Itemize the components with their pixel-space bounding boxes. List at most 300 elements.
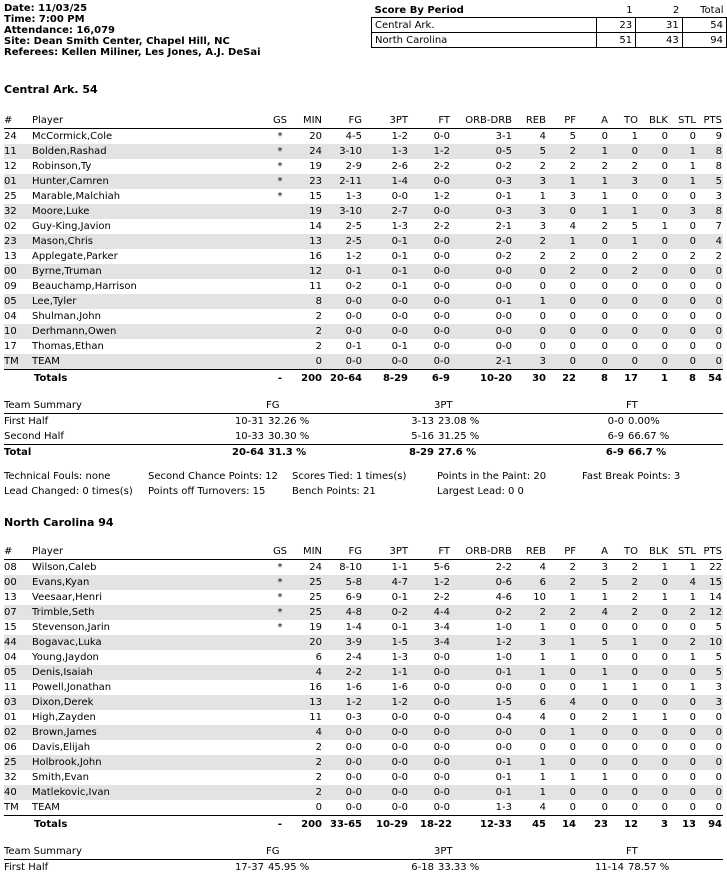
player-pf: 2 [569, 266, 576, 277]
player-pf: 0 [569, 667, 576, 678]
period-score-total: 54 [682, 18, 726, 33]
period-header-1: 1 [626, 5, 633, 16]
player-blk: 0 [661, 206, 668, 217]
player-min: 16 [309, 682, 322, 693]
summary-column-3: FT [626, 846, 638, 857]
column-header-name: Player [32, 115, 64, 126]
player-stl: 0 [689, 697, 696, 708]
player-fg: 1-2 [345, 251, 362, 262]
player-tp: 2-7 [391, 206, 408, 217]
player-od: 0-4 [495, 712, 512, 723]
player-fg: 4-5 [345, 131, 362, 142]
player-a: 1 [601, 206, 608, 217]
player-min: 8 [315, 296, 322, 307]
player-blk: 0 [661, 727, 668, 738]
column-header-stl: STL [677, 115, 696, 126]
player-ft: 0-0 [433, 787, 450, 798]
player-od: 0-0 [495, 326, 512, 337]
player-name: Wilson,Caleb [32, 562, 97, 573]
player-fg: 2-2 [345, 667, 362, 678]
column-header-num: # [4, 115, 13, 126]
player-a: 1 [601, 191, 608, 202]
totals-to: 12 [624, 819, 638, 830]
player-stl: 0 [689, 356, 696, 367]
totals-min: 200 [301, 373, 322, 384]
summary-3pt-pct: 23.08 % [438, 416, 480, 427]
totals-reb: 45 [532, 819, 546, 830]
player-to: 5 [631, 221, 638, 232]
summary-ft-pct: 66.67 % [628, 431, 670, 442]
player-reb: 2 [539, 607, 546, 618]
totals-stl: 8 [689, 373, 696, 384]
summary-label: Total [4, 447, 32, 458]
player-pts: 5 [715, 176, 722, 187]
player-row [4, 680, 723, 695]
player-name: Powell,Jonathan [32, 682, 112, 693]
player-ft: 0-0 [433, 251, 450, 262]
period-team-name: Central Ark. [372, 18, 597, 33]
totals-pts: 54 [708, 373, 722, 384]
player-ft: 0-0 [433, 742, 450, 753]
player-row [4, 605, 723, 620]
player-name: Beauchamp,Harrison [32, 281, 137, 292]
player-stl: 0 [689, 667, 696, 678]
player-od: 0-0 [495, 311, 512, 322]
player-reb: 6 [539, 577, 546, 588]
player-fg: 0-0 [345, 727, 362, 738]
player-min: 24 [309, 562, 322, 573]
player-pts: 0 [715, 326, 722, 337]
player-blk: 0 [661, 607, 668, 618]
largest-lead: Largest Lead: 0 0 [437, 486, 524, 497]
player-tp: 4-7 [391, 577, 408, 588]
player-pts: 12 [709, 607, 722, 618]
player-tp: 0-0 [391, 296, 408, 307]
player-a: 0 [601, 311, 608, 322]
summary-column-2: 3PT [434, 400, 453, 411]
player-min: 6 [315, 652, 322, 663]
player-pts: 10 [709, 637, 722, 648]
box-score-header [4, 113, 723, 128]
player-fg: 4-8 [345, 607, 362, 618]
player-num: 04 [4, 652, 17, 663]
column-header-a: A [601, 546, 608, 557]
totals-tp: 8-29 [382, 373, 408, 384]
player-gs: * [277, 622, 283, 633]
player-blk: 0 [661, 577, 668, 588]
summary-row [4, 429, 723, 444]
divider [4, 815, 723, 816]
column-header-gs: GS [272, 546, 288, 557]
summary-fg-pct: 30.30 % [268, 431, 310, 442]
player-min: 13 [309, 236, 322, 247]
player-od: 0-0 [495, 281, 512, 292]
player-tp: 1-3 [391, 652, 408, 663]
summary-ft-pct: 66.7 % [628, 447, 667, 458]
player-pf: 1 [569, 727, 576, 738]
player-min: 20 [309, 637, 322, 648]
player-a: 0 [601, 251, 608, 262]
column-header-ft: FT [438, 546, 450, 557]
summary-ft: 11-14 [594, 862, 624, 873]
player-tp: 0-0 [391, 311, 408, 322]
player-fg: 1-4 [345, 622, 362, 633]
totals-fg: 33-65 [330, 819, 362, 830]
player-min: 4 [315, 727, 322, 738]
player-pts: 5 [715, 622, 722, 633]
player-tp: 0-0 [391, 802, 408, 813]
player-a: 0 [601, 787, 608, 798]
column-header-a: A [601, 115, 608, 126]
player-row [4, 234, 723, 249]
player-tp: 0-0 [391, 727, 408, 738]
player-to: 2 [631, 251, 638, 262]
player-name: Applegate,Parker [32, 251, 118, 262]
player-num: 25 [4, 191, 17, 202]
column-header-od: ORB-DRB [465, 115, 512, 126]
player-min: 12 [309, 266, 322, 277]
player-num: 00 [4, 266, 17, 277]
player-row [4, 354, 723, 369]
player-ft: 0-0 [433, 682, 450, 693]
summary-fg: 17-37 [234, 862, 264, 873]
player-stl: 0 [689, 281, 696, 292]
player-a: 0 [601, 757, 608, 768]
player-pf: 0 [569, 356, 576, 367]
player-name: Dixon,Derek [32, 697, 94, 708]
player-a: 2 [601, 221, 608, 232]
player-to: 2 [631, 562, 638, 573]
summary-column-0: Team Summary [4, 846, 82, 857]
player-num: 02 [4, 727, 17, 738]
player-ft: 1-2 [433, 577, 450, 588]
player-to: 0 [631, 326, 638, 337]
player-pf: 2 [569, 251, 576, 262]
player-pts: 2 [715, 251, 722, 262]
player-tp: 0-1 [391, 266, 408, 277]
player-to: 1 [631, 682, 638, 693]
player-blk: 0 [661, 281, 668, 292]
player-ft: 0-0 [433, 326, 450, 337]
player-pf: 1 [569, 236, 576, 247]
player-num: 23 [4, 236, 17, 247]
player-blk: 1 [661, 221, 668, 232]
summary-label: First Half [4, 862, 49, 873]
divider [4, 369, 723, 370]
totals-label: Totals [34, 373, 68, 384]
player-fg: 1-3 [345, 191, 362, 202]
player-od: 0-2 [495, 607, 512, 618]
player-stl: 4 [689, 577, 696, 588]
player-tp: 0-0 [391, 757, 408, 768]
player-pts: 7 [715, 221, 722, 232]
player-name: Bolden,Rashad [32, 146, 107, 157]
column-header-od: ORB-DRB [465, 546, 512, 557]
player-reb: 2 [539, 251, 546, 262]
player-stl: 0 [689, 727, 696, 738]
player-row [4, 204, 723, 219]
totals-min: 200 [301, 819, 322, 830]
player-num: 05 [4, 667, 17, 678]
player-gs: * [277, 191, 283, 202]
player-ft: 0-0 [433, 341, 450, 352]
player-tp: 1-3 [391, 146, 408, 157]
player-num: 17 [4, 341, 17, 352]
player-pf: 1 [569, 652, 576, 663]
player-fg: 0-0 [345, 742, 362, 753]
totals-tp: 10-29 [376, 819, 408, 830]
player-a: 4 [601, 607, 608, 618]
player-tp: 0-1 [391, 592, 408, 603]
player-to: 3 [631, 176, 638, 187]
player-a: 1 [601, 176, 608, 187]
player-row [4, 770, 723, 785]
totals-fg: 20-64 [330, 373, 362, 384]
player-row [4, 560, 723, 575]
player-stl: 2 [689, 251, 696, 262]
totals-od: 12-33 [480, 819, 512, 830]
player-tp: 0-2 [391, 607, 408, 618]
summary-column-2: 3PT [434, 846, 453, 857]
player-reb: 0 [539, 742, 546, 753]
player-num: 07 [4, 607, 17, 618]
player-name: Robinson,Ty [32, 161, 92, 172]
player-blk: 0 [661, 622, 668, 633]
column-header-fg: FG [348, 546, 362, 557]
player-blk: 0 [661, 802, 668, 813]
summary-3pt-pct: 27.6 % [438, 447, 477, 458]
player-od: 0-3 [495, 176, 512, 187]
player-fg: 6-9 [345, 592, 362, 603]
player-a: 0 [601, 622, 608, 633]
player-a: 0 [601, 131, 608, 142]
totals-label: Totals [34, 819, 68, 830]
team-title: Central Ark. 54 [4, 83, 98, 96]
player-name: Derhmann,Owen [32, 326, 117, 337]
player-num: 02 [4, 221, 17, 232]
player-to: 2 [631, 577, 638, 588]
player-gs: * [277, 131, 283, 142]
column-header-to: TO [624, 115, 638, 126]
player-pf: 0 [569, 622, 576, 633]
player-blk: 0 [661, 131, 668, 142]
totals-blk: 1 [661, 373, 668, 384]
player-ft: 1-2 [433, 146, 450, 157]
player-tp: 0-0 [391, 191, 408, 202]
player-min: 4 [315, 667, 322, 678]
player-od: 0-1 [495, 757, 512, 768]
totals-od: 10-20 [480, 373, 512, 384]
player-pf: 4 [569, 221, 576, 232]
player-pf: 0 [569, 787, 576, 798]
player-min: 19 [309, 622, 322, 633]
player-fg: 2-9 [345, 161, 362, 172]
player-reb: 0 [539, 326, 546, 337]
player-od: 0-1 [495, 787, 512, 798]
player-pf: 0 [569, 341, 576, 352]
column-header-pf: PF [564, 115, 576, 126]
player-num: 13 [4, 251, 17, 262]
player-fg: 2-5 [345, 221, 362, 232]
player-min: 0 [315, 356, 322, 367]
player-to: 0 [631, 757, 638, 768]
player-to: 0 [631, 341, 638, 352]
player-od: 0-0 [495, 742, 512, 753]
player-name: Holbrook,John [32, 757, 102, 768]
player-ft: 0-0 [433, 281, 450, 292]
player-reb: 1 [539, 787, 546, 798]
player-blk: 0 [661, 161, 668, 172]
player-pts: 0 [715, 802, 722, 813]
summary-3pt: 5-16 [411, 431, 434, 442]
player-name: Shulman,John [32, 311, 101, 322]
player-blk: 0 [661, 311, 668, 322]
player-stl: 0 [689, 236, 696, 247]
player-pts: 4 [715, 236, 722, 247]
player-fg: 8-10 [339, 562, 362, 573]
column-header-tp: 3PT [389, 546, 408, 557]
player-stl: 3 [689, 206, 696, 217]
player-tp: 2-6 [391, 161, 408, 172]
player-min: 25 [309, 577, 322, 588]
summary-ft: 6-9 [607, 431, 624, 442]
player-fg: 5-8 [345, 577, 362, 588]
player-stl: 1 [689, 562, 696, 573]
player-row [4, 650, 723, 665]
player-min: 2 [315, 772, 322, 783]
player-to: 0 [631, 727, 638, 738]
player-row [4, 590, 723, 605]
summary-ft-pct: 0.00% [628, 416, 660, 427]
player-row [4, 755, 723, 770]
player-name: Davis,Elijah [32, 742, 91, 753]
player-reb: 0 [539, 727, 546, 738]
player-reb: 0 [539, 682, 546, 693]
player-pf: 2 [569, 577, 576, 588]
player-stl: 1 [689, 146, 696, 157]
player-row [4, 695, 723, 710]
player-ft: 0-0 [433, 757, 450, 768]
player-pts: 5 [715, 652, 722, 663]
player-reb: 4 [539, 131, 546, 142]
player-ft: 0-0 [433, 667, 450, 678]
player-num: 44 [4, 637, 17, 648]
player-pf: 4 [569, 697, 576, 708]
period-header-2: 2 [672, 5, 680, 16]
player-od: 0-0 [495, 727, 512, 738]
player-reb: 1 [539, 652, 546, 663]
player-a: 0 [601, 281, 608, 292]
player-blk: 0 [661, 341, 668, 352]
player-num: 32 [4, 772, 17, 783]
summary-3pt-pct: 33.33 % [438, 862, 480, 873]
player-tp: 0-0 [391, 712, 408, 723]
fast-break-points: Fast Break Points: 3 [582, 471, 681, 482]
player-gs: * [277, 176, 283, 187]
player-reb: 3 [539, 356, 546, 367]
summary-row [4, 445, 723, 460]
player-fg: 0-1 [345, 266, 362, 277]
player-reb: 2 [539, 236, 546, 247]
player-min: 24 [309, 146, 322, 157]
player-pts: 14 [709, 592, 722, 603]
summary-ft-pct: 78.57 % [628, 862, 670, 873]
column-header-pts: PTS [703, 546, 722, 557]
player-fg: 0-3 [345, 712, 362, 723]
column-header-blk: BLK [649, 115, 668, 126]
player-fg: 3-10 [339, 146, 362, 157]
player-stl: 2 [689, 637, 696, 648]
player-num: 05 [4, 296, 17, 307]
player-od: 0-1 [495, 191, 512, 202]
player-od: 1-0 [495, 622, 512, 633]
player-pts: 0 [715, 772, 722, 783]
player-fg: 0-0 [345, 772, 362, 783]
player-od: 0-0 [495, 266, 512, 277]
player-pts: 5 [715, 667, 722, 678]
player-pf: 2 [569, 607, 576, 618]
player-a: 5 [601, 637, 608, 648]
player-blk: 0 [661, 356, 668, 367]
score-by-period-table [371, 4, 727, 48]
totals-row [4, 371, 723, 386]
player-name: McCormick,Cole [32, 131, 113, 142]
player-gs: * [277, 607, 283, 618]
player-pf: 1 [569, 176, 576, 187]
player-blk: 0 [661, 772, 668, 783]
player-tp: 1-4 [391, 176, 408, 187]
player-blk: 0 [661, 236, 668, 247]
player-blk: 0 [661, 637, 668, 648]
player-blk: 0 [661, 652, 668, 663]
player-min: 19 [309, 161, 322, 172]
player-pts: 0 [715, 356, 722, 367]
player-tp: 1-1 [391, 667, 408, 678]
player-pf: 2 [569, 146, 576, 157]
player-num: 00 [4, 577, 17, 588]
player-pf: 0 [569, 311, 576, 322]
player-to: 1 [631, 131, 638, 142]
summary-ft: 6-9 [605, 447, 624, 458]
player-blk: 0 [661, 682, 668, 693]
player-pf: 0 [569, 682, 576, 693]
player-ft: 5-6 [433, 562, 450, 573]
player-ft: 0-0 [433, 652, 450, 663]
player-od: 1-5 [495, 697, 512, 708]
score-by-period-title: Score By Period [374, 5, 464, 16]
player-to: 0 [631, 191, 638, 202]
player-min: 11 [309, 281, 322, 292]
player-blk: 0 [661, 697, 668, 708]
player-pts: 0 [715, 742, 722, 753]
player-pts: 22 [709, 562, 722, 573]
player-row [4, 219, 723, 234]
player-row [4, 159, 723, 174]
player-min: 2 [315, 326, 322, 337]
period-score-1: 23 [596, 18, 636, 33]
period-score-1: 51 [596, 33, 636, 48]
player-ft: 0-0 [433, 727, 450, 738]
player-od: 1-2 [495, 637, 512, 648]
player-stl: 2 [689, 607, 696, 618]
player-ft: 0-0 [433, 176, 450, 187]
player-to: 1 [631, 712, 638, 723]
player-a: 2 [601, 712, 608, 723]
player-reb: 3 [539, 176, 546, 187]
summary-fg-pct: 45.95 % [268, 862, 310, 873]
player-reb: 10 [533, 592, 546, 603]
player-row [4, 710, 723, 725]
